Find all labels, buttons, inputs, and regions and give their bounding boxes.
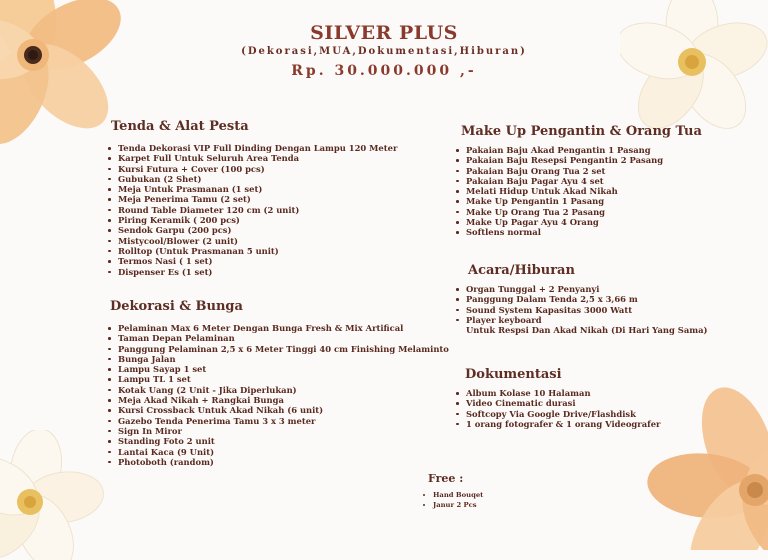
list-item: Termos Nasi ( 1 set) (108, 256, 397, 266)
cream-flower-bottom-left-icon (0, 430, 120, 560)
list-item: Make Up Orang Tua 2 Pasang (456, 207, 663, 217)
list-item: Hand Bouqet (423, 490, 483, 500)
list-item: Lampu Sayap 1 set (108, 364, 449, 374)
list-item: Softcopy Via Google Drive/Flashdisk (456, 409, 660, 419)
list-item: Sendok Garpu (200 pcs) (108, 225, 397, 235)
list-item: Make Up Pagar Ayu 4 Orang (456, 217, 663, 227)
makeup-item-list (456, 145, 663, 238)
section-title-makeup: Make Up Pengantin & Orang Tua (461, 124, 702, 139)
dekorasi-item-list (108, 323, 449, 467)
list-item: Kotak Uang (2 Unit - Jika Diperlukan) (108, 385, 449, 395)
list-item: Organ Tunggal + 2 Penyanyi (456, 284, 638, 294)
list-item: Rolltop (Untuk Prasmanan 5 unit) (108, 246, 397, 256)
list-item: Kursi Futura + Cover (100 pcs) (108, 164, 397, 174)
section-title-tenda: Tenda & Alat Pesta (111, 119, 249, 134)
list-item: Standing Foto 2 unit (108, 436, 449, 446)
section-title-dokumentasi: Dokumentasi (465, 367, 562, 382)
list-item: Kursi Crossback Untuk Akad Nikah (6 unit) (108, 405, 449, 415)
list-item: Meja Penerima Tamu (2 set) (108, 194, 397, 204)
list-item: Panggung Pelaminan 2,5 x 6 Meter Tinggi 40 cm Finishing Melaminto (108, 344, 449, 354)
list-item: Tenda Dekorasi VIP Full Dinding Dengan Lampu 120 Meter (108, 143, 397, 153)
list-item: Round Table Diameter 120 cm (2 unit) (108, 205, 397, 215)
list-item: Lantai Kaca (9 Unit) (108, 447, 449, 457)
list-item: Softlens normal (456, 227, 663, 237)
list-item: Piring Keramik ( 200 pcs) (108, 215, 397, 225)
list-item: Pelaminan Max 6 Meter Dengan Bunga Fresh & Mix Artifical (108, 323, 449, 333)
list-item: Karpet Full Untuk Seluruh Area Tenda (108, 153, 397, 163)
list-item: Meja Untuk Prasmanan (1 set) (108, 184, 397, 194)
list-item: Melati Hidup Untuk Akad Nikah (456, 186, 663, 196)
free-item-list (423, 490, 483, 510)
list-item: Lampu TL 1 set (108, 374, 449, 384)
list-item: Album Kolase 10 Halaman (456, 388, 660, 398)
list-item: Pakaian Baju Resepsi Pengantin 2 Pasang (456, 155, 663, 165)
list-item: Video Cinematic durasi (456, 398, 660, 408)
package-title: SILVER PLUS (310, 22, 458, 44)
list-item: 1 orang fotografer & 1 orang Videografer (456, 419, 660, 429)
list-item: Sound System Kapasitas 3000 Watt (456, 305, 638, 315)
list-item: Meja Akad Nikah + Rangkai Bunga (108, 395, 449, 405)
section-title-free: Free : (428, 472, 464, 485)
list-item: Player keyboard (456, 315, 638, 325)
list-item: Gubukan (2 Shet) (108, 174, 397, 184)
tenda-item-list (108, 143, 397, 277)
package-subtitle: (Dekorasi,MUA,Dokumentasi,Hiburan) (241, 46, 527, 57)
acara-note: Untuk Respsi Dan Akad Nikah (Di Hari Yang Sama) (466, 325, 708, 335)
list-item: Sign In Miror (108, 426, 449, 436)
acara-item-list (456, 284, 638, 325)
section-title-dekorasi: Dekorasi & Bunga (110, 299, 243, 314)
list-item: Pakaian Baju Orang Tua 2 set (456, 166, 663, 176)
list-item: Gazebo Tenda Penerima Tamu 3 x 3 meter (108, 416, 449, 426)
list-item: Panggung Dalam Tenda 2,5 x 3,66 m (456, 294, 638, 304)
list-item: Make Up Pengantin 1 Pasang (456, 196, 663, 206)
list-item: Janur 2 Pcs (423, 500, 483, 510)
list-item: Photoboth (random) (108, 457, 449, 467)
list-item: Bunga Jalan (108, 354, 449, 364)
package-price: Rp. 30.000.000 ,- (291, 63, 477, 79)
list-item: Taman Depan Pelaminan (108, 333, 449, 343)
list-item: Pakaian Baju Akad Pengantin 1 Pasang (456, 145, 663, 155)
list-item: Pakaian Baju Pagar Ayu 4 set (456, 176, 663, 186)
section-title-acara: Acara/Hiburan (468, 263, 575, 278)
list-item: Mistycool/Blower (2 unit) (108, 236, 397, 246)
list-item: Dispenser Es (1 set) (108, 267, 397, 277)
dokumentasi-item-list (456, 388, 660, 429)
